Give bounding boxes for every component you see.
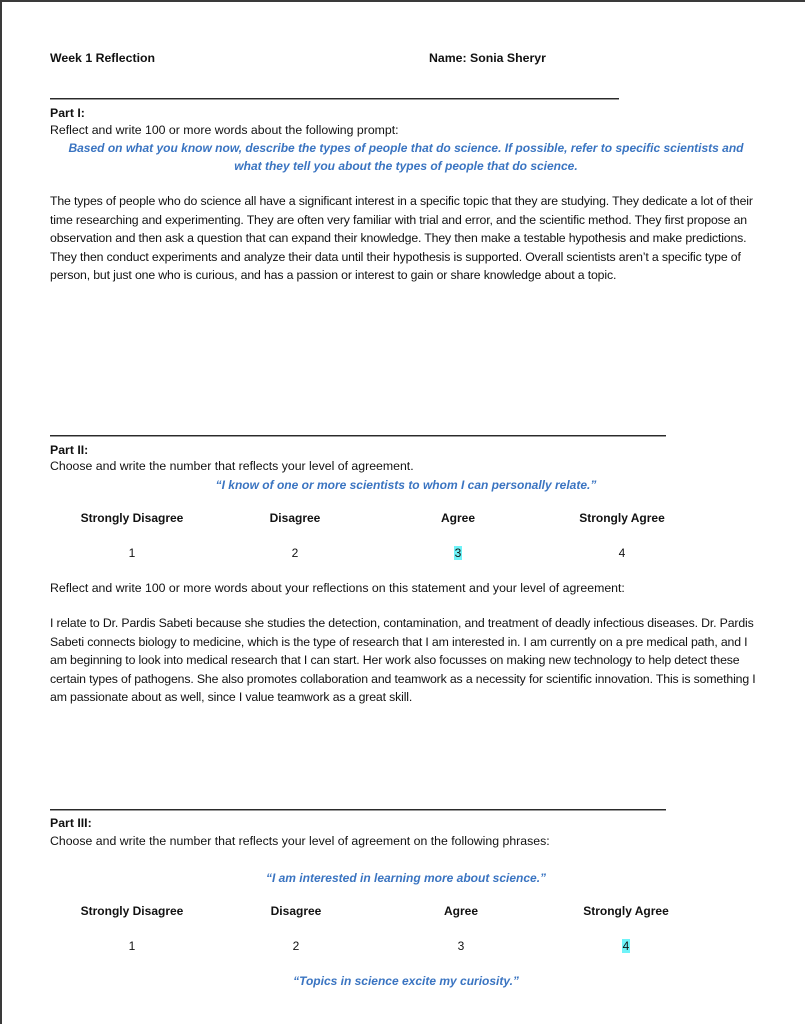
part2-statement: “I know of one or more scientists to whom I can personally relate.” xyxy=(215,478,597,492)
part2-response: I relate to Dr. Pardis Sabeti because she studies the detection, contamination, and treatment of deadly infectious diseases. Dr. Pardis Sabeti connects biology to medicine, which is the type of research that I am interested in. I am currently on a pre medical path, and I am beginning to look into medical research that I can start. Her work also focusses on making new technology to help detect these certain types of pathogens. She also promotes collaboration and teamwork as a necessity for scientific innovation. This is something I am passionate about as well, since I value teamwork as a great skill. xyxy=(50,616,756,705)
scale-number-1: 1 xyxy=(128,546,136,560)
document-title: Week 1 Reflection xyxy=(50,51,156,65)
part2-heading: Part II: xyxy=(50,443,89,457)
selected-highlight: 3 xyxy=(454,546,462,560)
divider-part3 xyxy=(50,809,666,811)
scale-label-disagree: Disagree xyxy=(269,511,321,525)
student-name: Name: Sonia Sheryr xyxy=(429,51,546,65)
divider-part1 xyxy=(50,98,619,100)
part2-instruction: Choose and write the number that reflects your level of agreement. xyxy=(50,459,414,473)
part3-heading: Part III: xyxy=(50,816,92,830)
scale-label-disagree: Disagree xyxy=(270,904,322,918)
scale-number-1: 1 xyxy=(128,939,136,953)
scale-label-strongly-agree: Strongly Agree xyxy=(579,511,665,525)
scale-number-4-selected xyxy=(606,939,646,953)
scale-label-agree: Agree xyxy=(440,511,475,525)
divider-part2 xyxy=(50,435,666,437)
scale-number-2: 2 xyxy=(292,939,300,953)
part3-instruction: Choose and write the number that reflects your level of agreement on the following phrases: xyxy=(50,834,550,848)
selected-highlight: 4 xyxy=(622,939,630,953)
part2-reflection-instruction: Reflect and write 100 or more words about your reflections on this statement and your level of agreement: xyxy=(50,581,625,595)
window-left-border xyxy=(0,0,2,1024)
window-top-border xyxy=(0,0,805,2)
scale-label-strongly-disagree: Strongly Disagree xyxy=(80,904,184,918)
scale-number-4: 4 xyxy=(618,546,626,560)
scale-number-3: 3 xyxy=(457,939,465,953)
part1-instruction: Reflect and write 100 or more words about the following prompt: xyxy=(50,123,399,137)
part1-heading: Part I: xyxy=(50,106,85,120)
part3-statement-1: “I am interested in learning more about science.” xyxy=(265,871,547,885)
scale-label-strongly-disagree: Strongly Disagree xyxy=(80,511,184,525)
part1-prompt-line2: what they tell you about the types of people that do science. xyxy=(234,159,578,173)
scale-number-3-selected xyxy=(438,546,478,560)
part3-statement-2: “Topics in science excite my curiosity.” xyxy=(293,974,519,988)
scale-label-agree: Agree xyxy=(443,904,478,918)
scale-label-strongly-agree: Strongly Agree xyxy=(583,904,669,918)
part1-prompt-line1: Based on what you know now, describe the types of people that do science. If possible, refer to specific scientists and xyxy=(68,141,744,155)
scale-number-2: 2 xyxy=(291,546,299,560)
part1-response: The types of people who do science all have a significant interest in a specific topic that they are studying. They dedicate a lot of their time researching and experimenting. They are often very familiar with trial and error, and the scientific method. They first propose an observation and then ask a question that can expand their knowledge. They then make a testable hypothesis and make predictions. They then conduct experiments and analyze their data until their hypothesis is supported. Overall scientists aren’t a specific type of person, but just one who is curious, and has a passion or interest to gain or share knowledge about a topic. xyxy=(50,194,753,283)
